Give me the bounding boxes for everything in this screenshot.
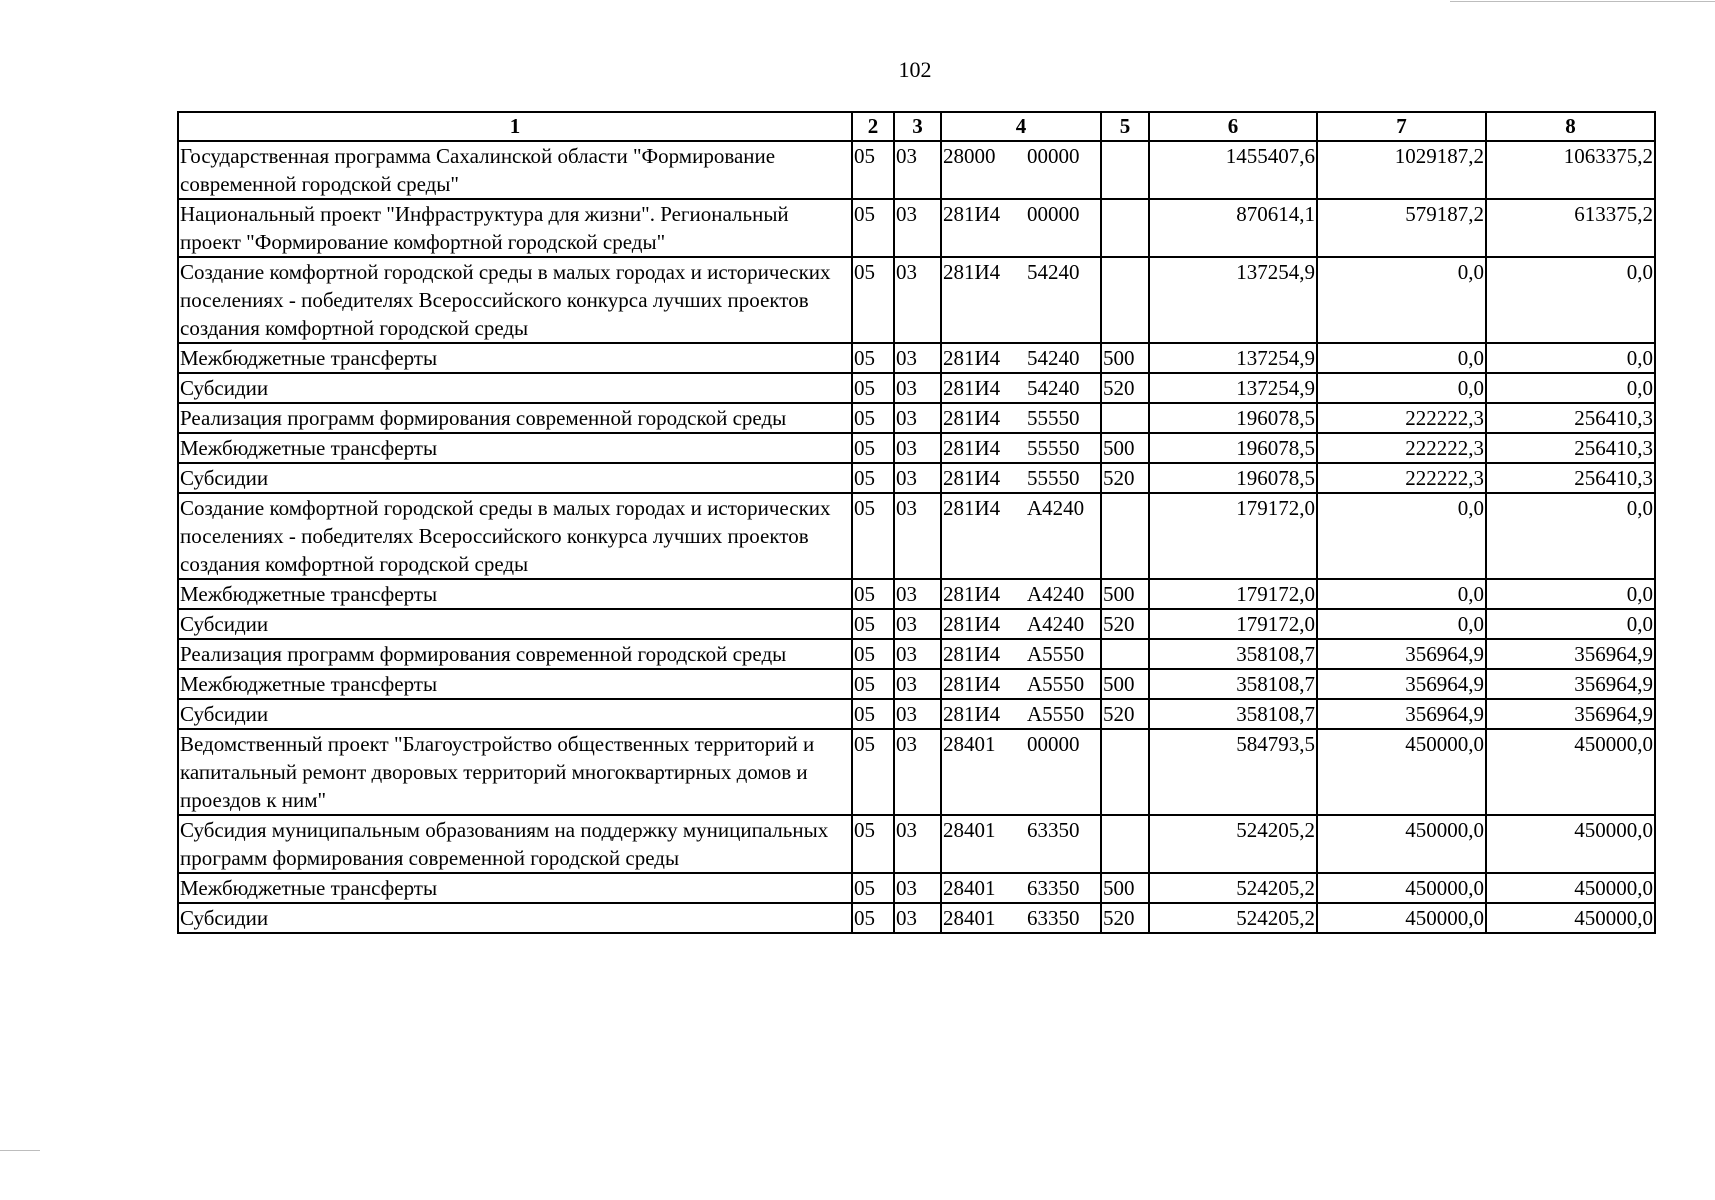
section-code-cell: 05 xyxy=(852,343,894,373)
scan-edge-line xyxy=(1450,1,1715,2)
expense-type-cell: 500 xyxy=(1101,873,1149,903)
amount-col7-cell: 222222,3 xyxy=(1317,403,1486,433)
table-row xyxy=(178,199,1655,257)
expense-type-cell: 520 xyxy=(1101,609,1149,639)
amount-col6-cell: 870614,1 xyxy=(1149,199,1317,257)
amount-col6-cell: 358108,7 xyxy=(1149,669,1317,699)
section-code-cell: 05 xyxy=(852,373,894,403)
table-row xyxy=(178,433,1655,463)
section-code-cell: 05 xyxy=(852,639,894,669)
amount-col8-cell: 256410,3 xyxy=(1486,433,1655,463)
target-article-cell xyxy=(941,903,1101,933)
target-article-cell xyxy=(941,729,1101,815)
amount-col7-cell: 0,0 xyxy=(1317,609,1486,639)
target-article-direction-code: 55550 xyxy=(1027,436,1080,460)
subsection-code-cell: 03 xyxy=(894,873,941,903)
table-row xyxy=(178,463,1655,493)
amount-col6-cell: 1455407,6 xyxy=(1149,141,1317,199)
target-article-program-code: 281И4 xyxy=(943,642,1001,666)
subsection-code-cell: 03 xyxy=(894,141,941,199)
subsection-code-cell: 03 xyxy=(894,403,941,433)
expense-type-cell: 520 xyxy=(1101,463,1149,493)
table-row xyxy=(178,639,1655,669)
amount-col8-cell: 356964,9 xyxy=(1486,639,1655,669)
target-article-program-code: 28000 xyxy=(943,144,996,168)
section-code-cell: 05 xyxy=(852,669,894,699)
row-name-cell: Создание комфортной городской среды в малых городах и исторических поселениях - победителях Всероссийского конкурса лучших проектов создания комфортной городской среды xyxy=(178,493,852,579)
amount-col7-cell: 450000,0 xyxy=(1317,903,1486,933)
table-row xyxy=(178,257,1655,343)
target-article-cell xyxy=(941,669,1101,699)
target-article-cell xyxy=(941,609,1101,639)
section-code-cell: 05 xyxy=(852,257,894,343)
row-name-cell: Национальный проект "Инфраструктура для жизни". Региональный проект "Формирование комфортной городской среды" xyxy=(178,199,852,257)
amount-col6-cell: 196078,5 xyxy=(1149,463,1317,493)
target-article-program-code: 281И4 xyxy=(943,376,1001,400)
target-article-program-code: 281И4 xyxy=(943,406,1001,430)
table-row xyxy=(178,729,1655,815)
amount-col6-cell: 179172,0 xyxy=(1149,579,1317,609)
target-article-direction-code: 63350 xyxy=(1027,818,1080,842)
target-article-program-code: 281И4 xyxy=(943,496,1001,520)
table-body xyxy=(178,141,1655,933)
row-name-cell: Реализация программ формирования современной городской среды xyxy=(178,403,852,433)
header-row xyxy=(178,112,1655,141)
target-article-program-code: 28401 xyxy=(943,818,996,842)
amount-col7-cell: 356964,9 xyxy=(1317,669,1486,699)
amount-col8-cell: 450000,0 xyxy=(1486,873,1655,903)
target-article-program-code: 281И4 xyxy=(943,612,1001,636)
target-article-cell xyxy=(941,579,1101,609)
row-name-cell: Субсидии xyxy=(178,609,852,639)
amount-col8-cell: 256410,3 xyxy=(1486,403,1655,433)
target-article-direction-code: 55550 xyxy=(1027,466,1080,490)
page-number: 102 xyxy=(898,57,932,82)
expense-type-cell xyxy=(1101,403,1149,433)
section-code-cell: 05 xyxy=(852,609,894,639)
amount-col7-cell: 0,0 xyxy=(1317,493,1486,579)
amount-col8-cell: 450000,0 xyxy=(1486,729,1655,815)
table-row xyxy=(178,141,1655,199)
target-article-direction-code: 55550 xyxy=(1027,406,1080,430)
row-name-cell: Создание комфортной городской среды в малых городах и исторических поселениях - победителях Всероссийского конкурса лучших проектов создания комфортной городской среды xyxy=(178,257,852,343)
amount-col7-cell: 1029187,2 xyxy=(1317,141,1486,199)
subsection-code-cell: 03 xyxy=(894,579,941,609)
amount-col7-cell: 450000,0 xyxy=(1317,729,1486,815)
expense-type-cell xyxy=(1101,493,1149,579)
row-name-cell: Субсидии xyxy=(178,463,852,493)
target-article-program-code: 281И4 xyxy=(943,672,1001,696)
target-article-cell xyxy=(941,257,1101,343)
amount-col6-cell: 137254,9 xyxy=(1149,373,1317,403)
row-name-cell: Межбюджетные трансферты xyxy=(178,669,852,699)
amount-col8-cell: 450000,0 xyxy=(1486,903,1655,933)
target-article-direction-code: 54240 xyxy=(1027,260,1080,284)
table-row xyxy=(178,579,1655,609)
amount-col8-cell: 356964,9 xyxy=(1486,699,1655,729)
target-article-direction-code: 00000 xyxy=(1027,202,1080,226)
amount-col6-cell: 584793,5 xyxy=(1149,729,1317,815)
table-row xyxy=(178,669,1655,699)
amount-col7-cell: 450000,0 xyxy=(1317,815,1486,873)
amount-col6-cell: 196078,5 xyxy=(1149,403,1317,433)
target-article-cell xyxy=(941,699,1101,729)
subsection-code-cell: 03 xyxy=(894,639,941,669)
section-code-cell: 05 xyxy=(852,493,894,579)
subsection-code-cell: 03 xyxy=(894,433,941,463)
section-code-cell: 05 xyxy=(852,433,894,463)
target-article-cell xyxy=(941,199,1101,257)
scan-edge-line xyxy=(0,1150,40,1151)
target-article-cell xyxy=(941,815,1101,873)
header-cell: 4 xyxy=(941,112,1101,141)
amount-col8-cell: 0,0 xyxy=(1486,609,1655,639)
target-article-cell xyxy=(941,463,1101,493)
target-article-direction-code: А4240 xyxy=(1027,582,1085,606)
amount-col8-cell: 356964,9 xyxy=(1486,669,1655,699)
amount-col8-cell: 0,0 xyxy=(1486,493,1655,579)
target-article-cell xyxy=(941,639,1101,669)
row-name-cell: Субсидия муниципальным образованиям на поддержку муниципальных программ формирования современной городской среды xyxy=(178,815,852,873)
target-article-direction-code: 00000 xyxy=(1027,144,1080,168)
row-name-cell: Субсидии xyxy=(178,699,852,729)
amount-col8-cell: 256410,3 xyxy=(1486,463,1655,493)
subsection-code-cell: 03 xyxy=(894,815,941,873)
target-article-direction-code: А5550 xyxy=(1027,672,1085,696)
target-article-cell xyxy=(941,493,1101,579)
row-name-cell: Межбюджетные трансферты xyxy=(178,433,852,463)
row-name-cell: Государственная программа Сахалинской области "Формирование современной городской среды" xyxy=(178,141,852,199)
subsection-code-cell: 03 xyxy=(894,493,941,579)
header-cell: 3 xyxy=(894,112,941,141)
amount-col6-cell: 137254,9 xyxy=(1149,343,1317,373)
subsection-code-cell: 03 xyxy=(894,903,941,933)
target-article-direction-code: 54240 xyxy=(1027,346,1080,370)
target-article-direction-code: А4240 xyxy=(1027,612,1085,636)
amount-col6-cell: 179172,0 xyxy=(1149,609,1317,639)
amount-col8-cell: 0,0 xyxy=(1486,373,1655,403)
section-code-cell: 05 xyxy=(852,729,894,815)
row-name-cell: Реализация программ формирования современной городской среды xyxy=(178,639,852,669)
row-name-cell: Субсидии xyxy=(178,903,852,933)
row-name-cell: Ведомственный проект "Благоустройство общественных территорий и капитальный ремонт дворовых территорий многоквартирных домов и проездов к ним" xyxy=(178,729,852,815)
table-row xyxy=(178,699,1655,729)
table-row xyxy=(178,373,1655,403)
amount-col8-cell: 450000,0 xyxy=(1486,815,1655,873)
subsection-code-cell: 03 xyxy=(894,343,941,373)
section-code-cell: 05 xyxy=(852,903,894,933)
target-article-program-code: 281И4 xyxy=(943,466,1001,490)
amount-col7-cell: 579187,2 xyxy=(1317,199,1486,257)
target-article-cell xyxy=(941,433,1101,463)
target-article-direction-code: 00000 xyxy=(1027,732,1080,756)
table-row xyxy=(178,873,1655,903)
table-row xyxy=(178,903,1655,933)
amount-col7-cell: 450000,0 xyxy=(1317,873,1486,903)
amount-col7-cell: 222222,3 xyxy=(1317,463,1486,493)
target-article-direction-code: А5550 xyxy=(1027,642,1085,666)
section-code-cell: 05 xyxy=(852,141,894,199)
subsection-code-cell: 03 xyxy=(894,257,941,343)
subsection-code-cell: 03 xyxy=(894,199,941,257)
amount-col7-cell: 222222,3 xyxy=(1317,433,1486,463)
target-article-program-code: 281И4 xyxy=(943,346,1001,370)
amount-col6-cell: 524205,2 xyxy=(1149,815,1317,873)
amount-col6-cell: 358108,7 xyxy=(1149,699,1317,729)
expense-type-cell xyxy=(1101,815,1149,873)
target-article-program-code: 281И4 xyxy=(943,202,1001,226)
header-cell: 6 xyxy=(1149,112,1317,141)
expense-type-cell: 500 xyxy=(1101,669,1149,699)
table-row xyxy=(178,403,1655,433)
amount-col6-cell: 196078,5 xyxy=(1149,433,1317,463)
expense-type-cell: 520 xyxy=(1101,373,1149,403)
row-name-cell: Межбюджетные трансферты xyxy=(178,579,852,609)
amount-col7-cell: 0,0 xyxy=(1317,579,1486,609)
target-article-cell xyxy=(941,403,1101,433)
target-article-direction-code: 54240 xyxy=(1027,376,1080,400)
target-article-direction-code: А4240 xyxy=(1027,496,1085,520)
header-cell: 2 xyxy=(852,112,894,141)
subsection-code-cell: 03 xyxy=(894,699,941,729)
subsection-code-cell: 03 xyxy=(894,373,941,403)
budget-table xyxy=(177,111,1656,934)
section-code-cell: 05 xyxy=(852,403,894,433)
section-code-cell: 05 xyxy=(852,199,894,257)
amount-col6-cell: 524205,2 xyxy=(1149,873,1317,903)
target-article-program-code: 281И4 xyxy=(943,436,1001,460)
expense-type-cell: 520 xyxy=(1101,903,1149,933)
amount-col7-cell: 356964,9 xyxy=(1317,699,1486,729)
amount-col6-cell: 137254,9 xyxy=(1149,257,1317,343)
expense-type-cell: 500 xyxy=(1101,433,1149,463)
header-cell: 5 xyxy=(1101,112,1149,141)
expense-type-cell xyxy=(1101,199,1149,257)
section-code-cell: 05 xyxy=(852,815,894,873)
row-name-cell: Субсидии xyxy=(178,373,852,403)
expense-type-cell xyxy=(1101,257,1149,343)
target-article-direction-code: 63350 xyxy=(1027,876,1080,900)
amount-col7-cell: 0,0 xyxy=(1317,373,1486,403)
header-cell: 8 xyxy=(1486,112,1655,141)
target-article-program-code: 28401 xyxy=(943,876,996,900)
section-code-cell: 05 xyxy=(852,463,894,493)
target-article-cell xyxy=(941,873,1101,903)
section-code-cell: 05 xyxy=(852,699,894,729)
subsection-code-cell: 03 xyxy=(894,463,941,493)
amount-col6-cell: 524205,2 xyxy=(1149,903,1317,933)
target-article-program-code: 281И4 xyxy=(943,582,1001,606)
table-row xyxy=(178,343,1655,373)
header-cell: 1 xyxy=(178,112,852,141)
target-article-program-code: 281И4 xyxy=(943,702,1001,726)
row-name-cell: Межбюджетные трансферты xyxy=(178,343,852,373)
amount-col7-cell: 0,0 xyxy=(1317,257,1486,343)
section-code-cell: 05 xyxy=(852,579,894,609)
target-article-cell xyxy=(941,343,1101,373)
target-article-program-code: 281И4 xyxy=(943,260,1001,284)
expense-type-cell: 520 xyxy=(1101,699,1149,729)
subsection-code-cell: 03 xyxy=(894,609,941,639)
table-row xyxy=(178,493,1655,579)
target-article-direction-code: 63350 xyxy=(1027,906,1080,930)
amount-col6-cell: 358108,7 xyxy=(1149,639,1317,669)
amount-col8-cell: 1063375,2 xyxy=(1486,141,1655,199)
target-article-cell xyxy=(941,373,1101,403)
subsection-code-cell: 03 xyxy=(894,729,941,815)
amount-col7-cell: 0,0 xyxy=(1317,343,1486,373)
header-cell: 7 xyxy=(1317,112,1486,141)
target-article-program-code: 28401 xyxy=(943,732,996,756)
amount-col8-cell: 0,0 xyxy=(1486,579,1655,609)
expense-type-cell: 500 xyxy=(1101,579,1149,609)
amount-col6-cell: 179172,0 xyxy=(1149,493,1317,579)
target-article-program-code: 28401 xyxy=(943,906,996,930)
expense-type-cell: 500 xyxy=(1101,343,1149,373)
expense-type-cell xyxy=(1101,729,1149,815)
amount-col8-cell: 613375,2 xyxy=(1486,199,1655,257)
section-code-cell: 05 xyxy=(852,873,894,903)
amount-col8-cell: 0,0 xyxy=(1486,343,1655,373)
table-row xyxy=(178,609,1655,639)
target-article-cell xyxy=(941,141,1101,199)
subsection-code-cell: 03 xyxy=(894,669,941,699)
expense-type-cell xyxy=(1101,141,1149,199)
row-name-cell: Межбюджетные трансферты xyxy=(178,873,852,903)
target-article-direction-code: А5550 xyxy=(1027,702,1085,726)
expense-type-cell xyxy=(1101,639,1149,669)
amount-col7-cell: 356964,9 xyxy=(1317,639,1486,669)
amount-col8-cell: 0,0 xyxy=(1486,257,1655,343)
table-row xyxy=(178,815,1655,873)
